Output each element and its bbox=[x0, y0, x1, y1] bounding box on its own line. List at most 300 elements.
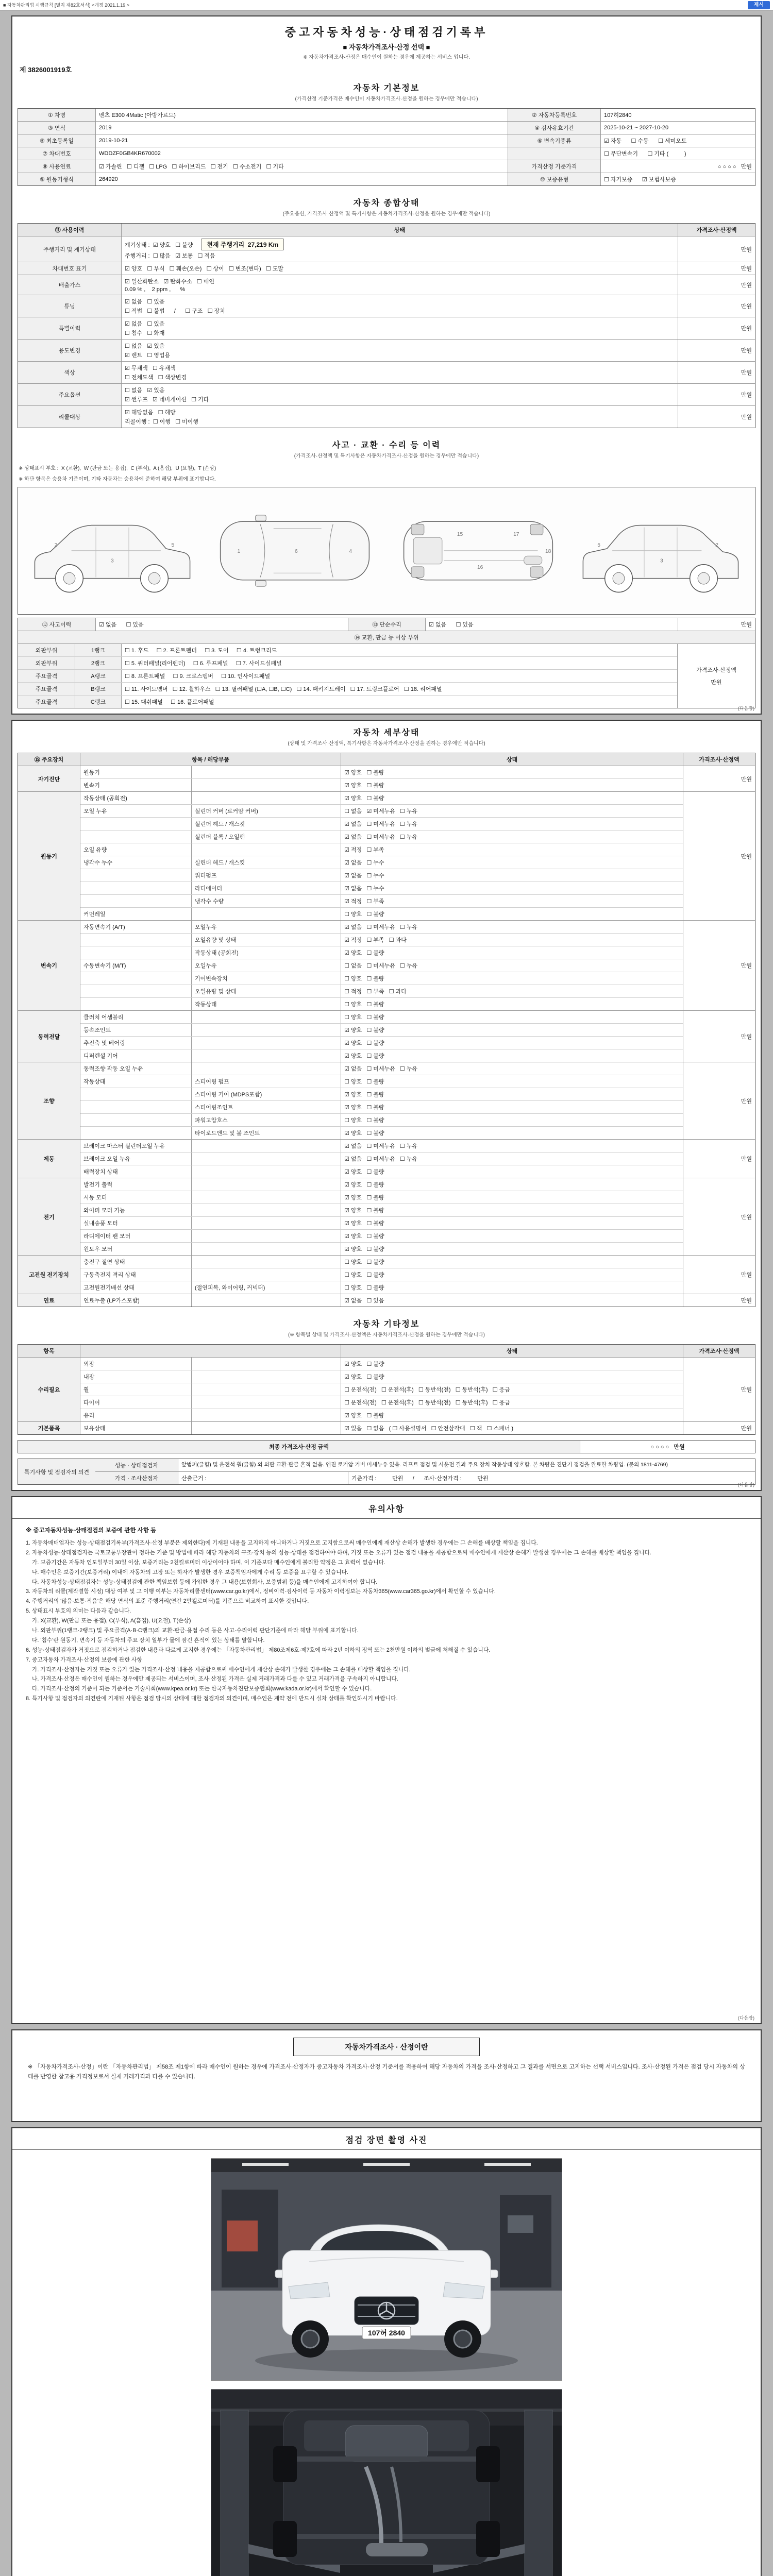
final-price-table bbox=[18, 1440, 755, 1453]
misc-item: 유리 bbox=[83, 1413, 95, 1419]
status-options[interactable]: ☑ 해당없음 ☐ 해당 bbox=[125, 410, 176, 416]
device-subpart: 스티어링조인트 bbox=[191, 1101, 341, 1113]
photos-title: 점검 장면 촬영 사진 bbox=[12, 2128, 761, 2150]
pricing-info-body: ※ 「자동차가격조사·산정」이란 「자동차관리법」 제58조 제1항에 따라 매수인이 원하는 경우에 가격조사·산정자가 중고자동차 가격조사·산정 기준서를 적용하여 해당 자동차의 가격을 조사·산정하고 그 결과를 서면으로 고지하는 선택 서비스입니다. 조사·산정된 가격은 점검 당시 자동차의 상태를 반영한 참고용 가격정보로서 실제 거래가격과 다를 수 있습니다. bbox=[28, 2064, 745, 2080]
device-item bbox=[80, 1114, 191, 1126]
device-subpart bbox=[191, 1140, 341, 1152]
device-subpart bbox=[191, 1037, 341, 1049]
device-status-options[interactable]: ☑ 없음 ☐ 미세누유 ☐ 누유 bbox=[341, 831, 683, 843]
col-misc-sub bbox=[80, 1345, 341, 1357]
device-row bbox=[80, 1204, 683, 1216]
device-status-options[interactable]: ☐ 양호 ☐ 불량 bbox=[341, 1114, 683, 1126]
rank-part: 주요골격 bbox=[18, 696, 75, 708]
status-options-secondary[interactable]: ☑ 썬루프 ☑ 네비게이션 ☐ 기타 bbox=[125, 397, 209, 403]
status-options-secondary[interactable]: ☐ 침수 ☐ 화재 bbox=[125, 330, 165, 336]
row-price: 만원 bbox=[678, 236, 755, 262]
label-vin: ⑦ 차대번호 bbox=[18, 147, 95, 160]
notice-item: 8. 특기사항 및 점검자의 의견란에 기재된 사항은 점검 당시의 상태에 대한 점검자의 의견이며, 매수인은 계약 전에 반드시 실차 상태를 확인하시기 바랍니다. bbox=[26, 1696, 398, 1702]
simple-repair-options[interactable]: ☑ 없음 ☐ 있음 bbox=[425, 618, 678, 631]
device-group-name: 자기진단 bbox=[18, 766, 80, 791]
status-options-secondary[interactable]: ☐ 적법 ☐ 불법 / ☐ 구조 ☐ 장치 bbox=[125, 308, 225, 314]
device-status-options[interactable]: ☑ 양호 ☐ 불량 bbox=[341, 1049, 683, 1062]
inspection-photo-front bbox=[211, 2158, 562, 2381]
misc-row bbox=[80, 1358, 683, 1370]
device-status-options[interactable]: ☑ 양호 ☐ 불량 bbox=[341, 1230, 683, 1242]
opinion-section-label: 특기사항 및 점검자의 의견 bbox=[18, 1459, 95, 1484]
rank-part-options[interactable]: ☐ 1. 후드 ☐ 2. 프론트펜더 ☐ 3. 도어 ☐ 4. 트렁크리드 bbox=[121, 644, 677, 656]
device-item: 수동변속기 (M/T) bbox=[83, 963, 126, 969]
sheet-basic-overall-accident bbox=[11, 15, 762, 715]
device-row bbox=[80, 921, 683, 933]
continuation-mark: (다음장) bbox=[737, 2015, 754, 2021]
device-group-name: 변속기 bbox=[18, 921, 80, 1010]
device-subpart bbox=[191, 1243, 341, 1255]
row-price: 만원 bbox=[678, 262, 755, 275]
device-group-name: 제동 bbox=[18, 1140, 80, 1178]
form-reference-bar bbox=[0, 0, 773, 10]
device-subpart: 파워고압호스 bbox=[191, 1114, 341, 1126]
device-status-options[interactable]: ☑ 없음 ☐ 미세누유 ☐ 누유 bbox=[341, 818, 683, 830]
accident-history-title: 사고 · 교환 · 수리 등 이력 bbox=[332, 441, 441, 450]
notice-item: 가. 가격조사·산정자는 거짓 또는 오류가 있는 가격조사·산정 내용을 제공함으로써 매수인에게 재산상 손해가 발생한 경우에는 그 손해를 배상할 책임을 집니다. bbox=[26, 1666, 411, 1673]
device-subpart: 워터펌프 bbox=[191, 869, 341, 882]
device-row bbox=[80, 830, 683, 843]
value-model-year: 2019 bbox=[95, 122, 508, 134]
device-status-options[interactable]: ☑ 양호 ☐ 불량 bbox=[341, 1037, 683, 1049]
device-status-options[interactable]: ☐ 없음 ☐ 미세누유 ☐ 누유 bbox=[341, 959, 683, 972]
misc-subpart bbox=[191, 1370, 341, 1383]
status-options[interactable]: ☑ 없음 ☐ 있음 bbox=[125, 321, 165, 327]
device-subpart bbox=[191, 1217, 341, 1229]
spacer-cell bbox=[508, 147, 600, 160]
device-row bbox=[80, 804, 683, 817]
overall-status-table bbox=[18, 223, 755, 428]
device-subpart bbox=[191, 843, 341, 856]
status-options-secondary[interactable]: 0.09 % , 2 ppm , % bbox=[125, 286, 186, 293]
rank-part-options[interactable]: ☐ 8. 프론트패널 ☐ 9. 크로스멤버 ☐ 10. 인사이드패널 bbox=[121, 670, 677, 682]
device-row bbox=[80, 1126, 683, 1139]
device-row bbox=[80, 817, 683, 830]
value-inspection-period: 2025-10-21 ~ 2027-10-20 bbox=[600, 122, 755, 134]
device-status-options[interactable]: ☑ 없음 ☐ 누수 bbox=[341, 869, 683, 882]
device-row bbox=[80, 907, 683, 920]
device-status-options[interactable]: ☐ 양호 ☐ 불량 bbox=[341, 1256, 683, 1268]
row-status bbox=[121, 236, 678, 262]
device-item bbox=[80, 934, 191, 946]
device-group-price: 만원 bbox=[683, 1256, 755, 1294]
misc-status-options[interactable]: ☑ 양호 ☐ 불량 bbox=[341, 1409, 683, 1421]
device-status-options[interactable]: ☐ 양호 ☐ 불량 bbox=[341, 972, 683, 985]
diagram-basis-legend: ※ 하단 항목은 승용차 기준이며, 기타 자동차는 승용차에 준하여 해당 부위에 표기합니다. bbox=[19, 477, 216, 482]
row-label: 용도변경 bbox=[18, 340, 121, 361]
row-label: 주행거리 및 계기상태 bbox=[18, 236, 121, 262]
corner-badge[interactable]: 제시 bbox=[748, 1, 770, 9]
accident-history-options[interactable]: ☑ 없음 ☐ 있음 bbox=[95, 618, 348, 631]
value-first-registration: 2019-10-21 bbox=[95, 134, 508, 147]
device-item bbox=[80, 985, 191, 997]
status-options-secondary[interactable]: ☑ 렌트 ☐ 영업용 bbox=[125, 352, 171, 359]
device-item: 추진축 및 베어링 bbox=[83, 1040, 125, 1046]
device-item bbox=[80, 972, 191, 985]
sheet-pricing-info bbox=[11, 2029, 762, 2122]
device-item: 등속조인트 bbox=[83, 1027, 111, 1033]
device-row bbox=[80, 882, 683, 894]
device-item: 원동기 bbox=[83, 770, 100, 776]
device-status-options[interactable]: ☑ 양호 ☐ 불량 bbox=[341, 1243, 683, 1255]
svg-text:5: 5 bbox=[597, 542, 601, 548]
inspector-opinion-table bbox=[18, 1459, 755, 1485]
col-condition: 상태 bbox=[341, 753, 683, 766]
notices-title: 유의사항 bbox=[12, 1497, 761, 1519]
device-row bbox=[80, 1256, 683, 1268]
device-status-options[interactable]: ☑ 없음 ☐ 미세누유 ☐ 누유 bbox=[341, 1140, 683, 1152]
device-status-options[interactable]: ☐ 없음 ☑ 미세누유 ☐ 누유 bbox=[341, 805, 683, 817]
device-status-options[interactable]: ☐ 양호 ☐ 불량 bbox=[341, 1011, 683, 1023]
overall-status-note: (주요옵션, 가격조사·산정액 및 특기사항은 자동차가격조사·산정을 원하는 경우에만 적습니다) bbox=[282, 211, 491, 217]
overall-status-title: 자동차 종합상태 bbox=[353, 199, 420, 208]
svg-text:15: 15 bbox=[457, 532, 463, 538]
device-subpart bbox=[191, 1294, 341, 1307]
row-label: 색상 bbox=[18, 362, 121, 383]
device-status-options[interactable]: ☑ 적정 ☐ 부족 bbox=[341, 895, 683, 907]
rank-part: 주요골격 bbox=[18, 670, 75, 682]
label-inspection-period: ④ 검사유효기간 bbox=[508, 122, 600, 134]
document-subtitle: ■ 자동차가격조사·산정 선택 ■ bbox=[343, 43, 430, 51]
transmission-options-2[interactable]: ☐ 무단변속기 ☐ 기타 ( ) bbox=[600, 147, 755, 160]
inspection-photo-underside bbox=[211, 2389, 562, 2576]
misc-info-table bbox=[18, 1344, 755, 1435]
rank-part-options[interactable]: ☐ 15. 대쉬패널 ☐ 16. 플로어패널 bbox=[121, 696, 677, 708]
device-item: 고전원전기배선 상태 bbox=[83, 1285, 135, 1291]
device-subpart bbox=[191, 1153, 341, 1165]
device-item bbox=[80, 869, 191, 882]
device-subpart bbox=[191, 792, 341, 804]
misc-subpart bbox=[191, 1358, 341, 1370]
overall-status-row bbox=[18, 383, 755, 405]
device-status-options[interactable]: ☑ 없음 ☐ 있음 bbox=[341, 1294, 683, 1307]
device-row bbox=[80, 1049, 683, 1062]
device-row bbox=[80, 856, 683, 869]
rank-grade: 2랭크 bbox=[75, 657, 121, 669]
misc-status-options[interactable]: ☐ 운전석(전) ☐ 운전석(후) ☐ 동반석(전) ☐ 동반석(후) ☐ 응급 bbox=[341, 1396, 683, 1409]
rank-grade: A랭크 bbox=[75, 670, 121, 682]
rank-part: 외판부위 bbox=[18, 644, 75, 656]
misc-group-price: 만원 bbox=[683, 1422, 755, 1434]
device-group-name: 고전원 전기장치 bbox=[18, 1256, 80, 1294]
device-row bbox=[80, 843, 683, 856]
warranty-options[interactable]: ☐ 자기보증 ☑ 보험사보증 bbox=[600, 173, 755, 185]
status-options[interactable]: ☑ 무채색 ☐ 유채색 bbox=[125, 365, 176, 371]
device-item: 변속기 bbox=[83, 783, 100, 789]
row-price: 만원 bbox=[678, 275, 755, 295]
misc-item: 보유상태 bbox=[83, 1426, 106, 1432]
device-status-options[interactable]: ☐ 양호 ☐ 불량 bbox=[341, 1281, 683, 1294]
col-major-device: ⑮ 주요장치 bbox=[18, 753, 80, 766]
device-status-options[interactable]: ☐ 양호 ☐ 불량 bbox=[341, 998, 683, 1010]
device-status-options[interactable]: ☑ 없음 ☐ 누수 bbox=[341, 882, 683, 894]
row-price: 만원 bbox=[678, 362, 755, 383]
value-vin: WDDZF0GB4KR670002 bbox=[95, 147, 508, 160]
device-status-options[interactable]: ☑ 적정 ☐ 부족 bbox=[341, 843, 683, 856]
device-status-options[interactable]: ☑ 없음 ☐ 미세누유 ☐ 누유 bbox=[341, 921, 683, 933]
row-label: 차대번호 표기 bbox=[18, 262, 121, 275]
device-status-options[interactable]: ☑ 없음 ☐ 미세누유 ☐ 누유 bbox=[341, 1153, 683, 1165]
device-subpart bbox=[191, 1178, 341, 1191]
row-price: 만원 bbox=[678, 340, 755, 361]
device-subpart: 스티어링 펌프 bbox=[191, 1075, 341, 1088]
misc-subpart bbox=[191, 1383, 341, 1396]
device-subpart bbox=[191, 1191, 341, 1204]
notice-item: 다. 자동차성능·상태점검자는 성능·상태점검에 관한 책임보험 등에 가입한 경우 그 내용(보험회사, 보증범위 등)을 매수인에게 고지하여야 합니다. bbox=[26, 1579, 378, 1585]
col-status: 상태 bbox=[121, 224, 678, 236]
price-appraiser-basis: 산출근거 : bbox=[178, 1472, 348, 1484]
device-status-options[interactable]: ☐ 양호 ☐ 불량 bbox=[341, 1268, 683, 1281]
misc-group bbox=[18, 1421, 755, 1434]
device-item: 와이퍼 모터 기능 bbox=[83, 1208, 125, 1214]
device-row bbox=[80, 1152, 683, 1165]
fuel-options[interactable]: ☑ 가솔린 ☐ 디젤 ☐ LPG ☐ 하이브리드 ☐ 전기 ☐ 수소전기 ☐ 기타 bbox=[95, 160, 508, 173]
rank-grade: 1랭크 bbox=[75, 644, 121, 656]
device-row bbox=[80, 1023, 683, 1036]
col-price: 가격조사·산정액 bbox=[678, 224, 755, 236]
device-status-options[interactable]: ☑ 양호 ☐ 불량 bbox=[341, 1204, 683, 1216]
notice-item: 가. X(교환), W(판금 또는 용접), C(부식), A(흠집), U(요철), T(손상) bbox=[26, 1618, 191, 1624]
device-subpart: 실린더 헤드 / 개스킷 bbox=[191, 856, 341, 869]
device-group-name: 동력전달 bbox=[18, 1011, 80, 1062]
misc-info-title: 자동차 기타정보 bbox=[353, 1320, 420, 1329]
device-status-options[interactable]: ☑ 없음 ☐ 미세누유 ☐ 누유 bbox=[341, 1062, 683, 1075]
accident-summary-table bbox=[18, 618, 755, 708]
device-subpart: 오일유량 및 상태 bbox=[191, 985, 341, 997]
rank-price-value: 만원 bbox=[711, 680, 722, 686]
device-status-options[interactable]: ☑ 양호 ☐ 불량 bbox=[341, 1217, 683, 1229]
device-group-price: 만원 bbox=[683, 1011, 755, 1062]
status-options[interactable]: ☐ 없음 ☑ 있음 bbox=[125, 343, 165, 349]
notice-item: 나. 외판부위(1랭크·2랭크) 및 주요골격(A·B·C랭크)의 교환·판금·용접 수리 등은 사고·수리이력 판단기준에 따라 해당 부위에 표기합니다. bbox=[26, 1628, 359, 1634]
device-group bbox=[18, 1255, 755, 1294]
device-row bbox=[80, 1191, 683, 1204]
misc-row bbox=[80, 1422, 683, 1434]
misc-subpart bbox=[191, 1409, 341, 1421]
device-item bbox=[80, 1088, 191, 1100]
sheet-detail-misc bbox=[11, 720, 762, 1491]
label-exchange-parts: ⑭ 교환, 판금 등 이상 부위 bbox=[18, 631, 755, 643]
overall-status-row bbox=[18, 236, 755, 262]
label-base-price: 가격산정 기준가격 bbox=[508, 160, 600, 173]
device-status-options[interactable]: ☑ 없음 ☐ 누수 bbox=[341, 856, 683, 869]
device-subpart bbox=[191, 1011, 341, 1023]
device-item: 오일 누유 bbox=[83, 808, 107, 815]
device-status-options[interactable]: ☑ 양호 ☐ 불량 bbox=[341, 1191, 683, 1204]
device-item bbox=[80, 998, 191, 1010]
value-engine-type: 264920 bbox=[95, 173, 508, 185]
device-group-name: 원동기 bbox=[18, 792, 80, 920]
device-status-options[interactable]: ☑ 적정 ☐ 부족 ☐ 과다 bbox=[341, 934, 683, 946]
overall-status-row bbox=[18, 361, 755, 383]
notice-item: 나. 가격조사·산정은 매수인이 원하는 경우에만 제공되는 서비스이며, 조사·산정된 가격은 실제 거래가격과 다를 수 있고 거래가격을 구속하지 아니합니다. bbox=[26, 1676, 398, 1683]
device-row bbox=[80, 1036, 683, 1049]
device-row bbox=[80, 985, 683, 997]
misc-row bbox=[80, 1396, 683, 1409]
status-options[interactable]: ☑ 일산화탄소 ☑ 탄화수소 ☐ 매연 bbox=[125, 279, 214, 285]
svg-text:6: 6 bbox=[295, 549, 298, 555]
device-status-options[interactable]: ☑ 양호 ☐ 불량 bbox=[341, 946, 683, 959]
status-options-secondary[interactable]: ☐ 전체도색 ☐ 색상변경 bbox=[125, 375, 187, 381]
device-item: 실내송풍 모터 bbox=[83, 1221, 118, 1227]
device-subpart bbox=[191, 1230, 341, 1242]
device-row bbox=[80, 1216, 683, 1229]
misc-status-options[interactable]: ☑ 있음 ☐ 없음 ( ☐ 사용설명서 ☐ 안전삼각대 ☐ 잭 ☐ 스패너 ) bbox=[341, 1422, 683, 1434]
device-subpart bbox=[191, 1062, 341, 1075]
row-status bbox=[121, 362, 678, 383]
device-subpart: 작동상태 bbox=[191, 998, 341, 1010]
car-diagram-side-right bbox=[576, 492, 746, 610]
status-options-secondary[interactable]: 주행거리 : ☐ 많음 ☑ 보통 ☐ 적음 bbox=[125, 253, 215, 259]
device-group-price: 만원 bbox=[683, 1140, 755, 1178]
status-options[interactable]: 계기상태 : ☑ 양호 ☐ 불량 bbox=[125, 242, 193, 248]
label-engine-type: ⑨ 원동기형식 bbox=[18, 173, 95, 185]
device-status-options[interactable]: ☑ 양호 ☐ 불량 bbox=[341, 1101, 683, 1113]
rank-table bbox=[18, 644, 677, 708]
device-subpart: 실린더 블록 / 오일팬 bbox=[191, 831, 341, 843]
status-options[interactable]: ☐ 없음 ☑ 있음 bbox=[125, 387, 165, 394]
row-price: 만원 bbox=[678, 406, 755, 428]
device-status-options[interactable]: ☑ 양호 ☐ 불량 bbox=[341, 766, 683, 778]
device-row bbox=[80, 792, 683, 804]
device-row bbox=[80, 1088, 683, 1100]
device-row bbox=[80, 933, 683, 946]
device-item bbox=[80, 818, 191, 830]
notice-item: 7. 중고자동차 가격조사·산정의 보증에 관한 사항 bbox=[26, 1656, 142, 1663]
value-reg-number: 107허2840 bbox=[600, 109, 755, 121]
rank-part-options[interactable]: ☐ 11. 사이드멤버 ☐ 12. 휠하우스 ☐ 13. 필러패널 (☐A, ☐B, ☐C) ☐ 14. 패키지트레이 ☐ 17. 트렁크플로어 ☐ 18. 리어패널 bbox=[121, 683, 677, 695]
rank-part-options[interactable]: ☐ 5. 쿼터패널(리어펜더) ☐ 6. 루프패널 ☐ 7. 사이드실패널 bbox=[121, 657, 677, 669]
device-subpart: 실린더 헤드 / 개스킷 bbox=[191, 818, 341, 830]
device-item: 커먼레일 bbox=[83, 911, 106, 918]
device-item: 자동변속기 (A/T) bbox=[83, 924, 125, 930]
device-group-price: 만원 bbox=[683, 1294, 755, 1307]
misc-status-options[interactable]: ☑ 양호 ☐ 불량 bbox=[341, 1370, 683, 1383]
rank-part: 주요골격 bbox=[18, 683, 75, 695]
device-subpart: 오일누유 bbox=[191, 959, 341, 972]
label-simple-repair: ⑬ 단순수리 bbox=[348, 618, 425, 631]
misc-group bbox=[18, 1357, 755, 1421]
detail-status-title: 자동차 세부상태 bbox=[353, 728, 420, 737]
svg-text:1: 1 bbox=[237, 549, 241, 555]
row-status bbox=[121, 406, 678, 428]
device-status-options[interactable]: ☐ 양호 ☐ 불량 bbox=[341, 908, 683, 920]
device-group-price: 만원 bbox=[683, 921, 755, 1010]
notices-body bbox=[12, 1519, 761, 1713]
detail-status-table bbox=[18, 753, 755, 1307]
device-group bbox=[18, 766, 755, 791]
status-options-secondary[interactable]: 리콜이행 : ☐ 이행 ☐ 미이행 bbox=[125, 419, 198, 425]
transmission-options-1[interactable]: ☑ 자동 ☐ 수동 ☐ 세미오토 bbox=[600, 134, 755, 147]
rank-grade: B랭크 bbox=[75, 683, 121, 695]
device-status-options[interactable]: ☐ 양호 ☐ 불량 bbox=[341, 1075, 683, 1088]
value-base-price: ○ ○ ○ ○ 만원 bbox=[600, 160, 755, 173]
col-detail-price: 가격조사·산정액 bbox=[683, 753, 755, 766]
row-status bbox=[121, 317, 678, 339]
device-item: 브레이크 오일 누유 bbox=[83, 1156, 131, 1162]
row-label: 리콜대상 bbox=[18, 406, 121, 428]
misc-status-options[interactable]: ☐ 운전석(전) ☐ 운전석(후) ☐ 동반석(전) ☐ 동반석(후) ☐ 응급 bbox=[341, 1383, 683, 1396]
device-subpart: 냉각수 수량 bbox=[191, 895, 341, 907]
device-item bbox=[80, 1101, 191, 1113]
device-status-options[interactable]: ☑ 양호 ☐ 불량 bbox=[341, 1165, 683, 1178]
device-status-options[interactable]: ☑ 양호 ☐ 불량 bbox=[341, 1178, 683, 1191]
device-status-options[interactable]: ☑ 양호 ☐ 불량 bbox=[341, 1127, 683, 1139]
device-item: 오일 유량 bbox=[83, 847, 107, 853]
device-row bbox=[80, 1281, 683, 1294]
device-item: 발전기 출력 bbox=[83, 1182, 113, 1188]
label-transmission-type: ⑥ 변속기종류 bbox=[508, 134, 600, 147]
svg-text:4: 4 bbox=[349, 549, 352, 555]
accident-price: 만원 bbox=[678, 618, 755, 631]
device-row bbox=[80, 778, 683, 791]
status-options[interactable]: ☑ 없음 ☐ 있음 bbox=[125, 299, 165, 305]
misc-group-price: 만원 bbox=[683, 1358, 755, 1421]
device-subpart: 실린더 커버 (로커암 커버) bbox=[191, 805, 341, 817]
col-misc-price: 가격조사·산정액 bbox=[683, 1345, 755, 1357]
rank-grade: C랭크 bbox=[75, 696, 121, 708]
device-group bbox=[18, 1139, 755, 1178]
sheet-photos bbox=[11, 2127, 762, 2576]
device-item: 배력장치 상태 bbox=[83, 1169, 118, 1175]
device-group-price: 만원 bbox=[683, 792, 755, 920]
misc-status-options[interactable]: ☑ 양호 ☐ 불량 bbox=[341, 1358, 683, 1370]
car-diagram-side-left bbox=[27, 492, 197, 610]
device-item: 시동 모터 bbox=[83, 1195, 107, 1201]
row-label: 특별이력 bbox=[18, 317, 121, 339]
value-car-name: 벤츠 E300 4Matic (아방가르드) bbox=[95, 109, 508, 121]
device-status-options[interactable]: ☑ 양호 ☐ 불량 bbox=[341, 1024, 683, 1036]
accident-history-note: (가격조사·산정액 및 특기사항은 자동차가격조사·산정을 원하는 경우에만 적습니다) bbox=[294, 453, 479, 459]
row-label: 튜닝 bbox=[18, 295, 121, 317]
device-item: 작동상태 (공회전) bbox=[83, 795, 127, 802]
svg-text:2: 2 bbox=[54, 542, 58, 548]
label-warranty-type: ⑩ 보증유형 bbox=[508, 173, 600, 185]
device-status-options[interactable]: ☐ 적정 ☐ 부족 ☐ 과다 bbox=[341, 985, 683, 997]
device-row bbox=[80, 972, 683, 985]
basic-info-note: (가격산정 기준가격은 매수인이 자동차가격조사·산정을 원하는 경우에만 적습니다) bbox=[295, 96, 478, 102]
device-item bbox=[80, 1127, 191, 1139]
device-group-price: 만원 bbox=[683, 766, 755, 791]
device-group-name: 전기 bbox=[18, 1178, 80, 1255]
device-status-options[interactable]: ☑ 양호 ☐ 불량 bbox=[341, 792, 683, 804]
row-label: 주요옵션 bbox=[18, 384, 121, 405]
misc-row bbox=[80, 1383, 683, 1396]
status-options[interactable]: ☑ 양호 ☐ 부식 ☐ 훼손(오손) ☐ 상이 ☐ 변조(변타) ☐ 도말 bbox=[125, 266, 284, 272]
row-price: 만원 bbox=[678, 384, 755, 405]
device-item: 디퍼렌셜 기어 bbox=[83, 1053, 118, 1059]
basic-info-title: 자동차 기본정보 bbox=[353, 84, 420, 93]
notice-item: 1. 자동차매매업자는 성능·상태점검기록부(가격조사·산정 부분은 제외한다)에 기재된 내용을 고지하지 아니하거나 거짓으로 고지함으로써 매수인에게 재산상 손해가 발생한 경우에는 그 손해를 배상할 책임을 집니다. bbox=[26, 1540, 538, 1546]
row-price: 만원 bbox=[678, 295, 755, 317]
device-status-options[interactable]: ☑ 양호 ☐ 불량 bbox=[341, 1088, 683, 1100]
notice-item: 다. 가격조사·산정의 기준이 되는 기준서는 기술사회(www.kpea.or.kr) 또는 한국자동차진단보증협회(www.kada.or.kr)에서 확인할 수 있습니다. bbox=[26, 1686, 372, 1692]
misc-item: 타이어 bbox=[83, 1400, 100, 1406]
device-item: 구동축전지 격리 상태 bbox=[83, 1272, 136, 1278]
device-status-options[interactable]: ☑ 양호 ☐ 불량 bbox=[341, 779, 683, 791]
label-accident-history: ⑫ 사고이력 bbox=[18, 618, 95, 631]
notice-item: 6. 성능·상태점검자가 거짓으로 점검하거나 점검한 내용과 다르게 고지한 경우에는 「자동차관리법」 제80조제6호·제7호에 따라 2년 이하의 징역 또는 2천만원 이하의 벌금에 처해질 수 있습니다. bbox=[26, 1647, 491, 1653]
label-performance-inspector: 성능 · 상태점검자 bbox=[95, 1459, 178, 1471]
misc-item: 외장 bbox=[83, 1361, 95, 1367]
device-subpart bbox=[191, 1256, 341, 1268]
device-item: 동력조향 작동 오일 누유 bbox=[83, 1066, 143, 1072]
device-item: 윈도우 모터 bbox=[83, 1246, 113, 1252]
